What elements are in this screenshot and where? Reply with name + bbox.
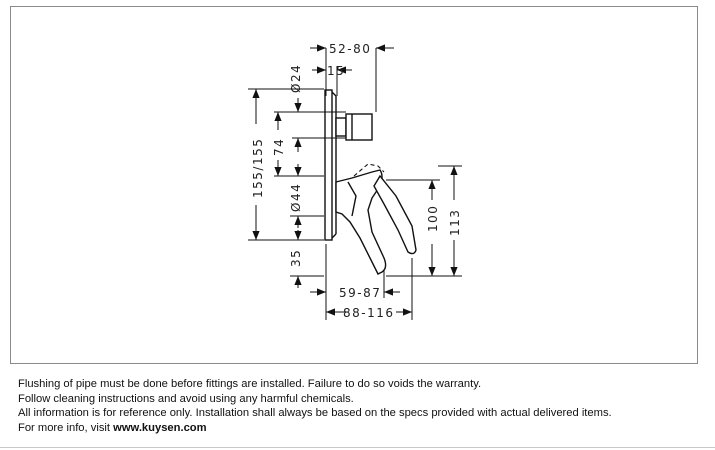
label-spout-height: 113 (448, 208, 462, 236)
label-depth-total: 52-80 (329, 42, 372, 56)
label-projection-outer: 88-116 (343, 306, 395, 320)
label-dia-44: Ø44 (289, 182, 303, 212)
note-more-info (18, 421, 708, 436)
label-height-lower: 35 (289, 248, 303, 267)
dim-depth-total (310, 48, 394, 112)
note-reference: All information is for reference only. Installation shall always be based on the specs provided with actual delivered items. (18, 407, 612, 420)
website-link[interactable]: www.kuysen.com (113, 421, 207, 434)
note-cleaning: Follow cleaning instructions and avoid using any harmful chemicals. (18, 392, 354, 405)
lever-handle (374, 176, 416, 254)
diverter-knob (336, 114, 372, 140)
label-depth-rosette: 15 (327, 64, 346, 78)
label-height-upper: 74 (272, 137, 286, 156)
label-projection-inner: 59-87 (339, 286, 382, 300)
label-height-total: 155/155 (251, 137, 265, 198)
bottom-divider (0, 447, 715, 448)
label-dia-24: Ø24 (289, 63, 303, 93)
note-flushing: Flushing of pipe must be done before fittings are installed. Failure to do so voids the warranty. (18, 378, 482, 390)
note-more-info-text: For more info, visit (18, 421, 114, 434)
installation-notes (18, 377, 708, 435)
label-handle-height: 100 (426, 204, 440, 232)
